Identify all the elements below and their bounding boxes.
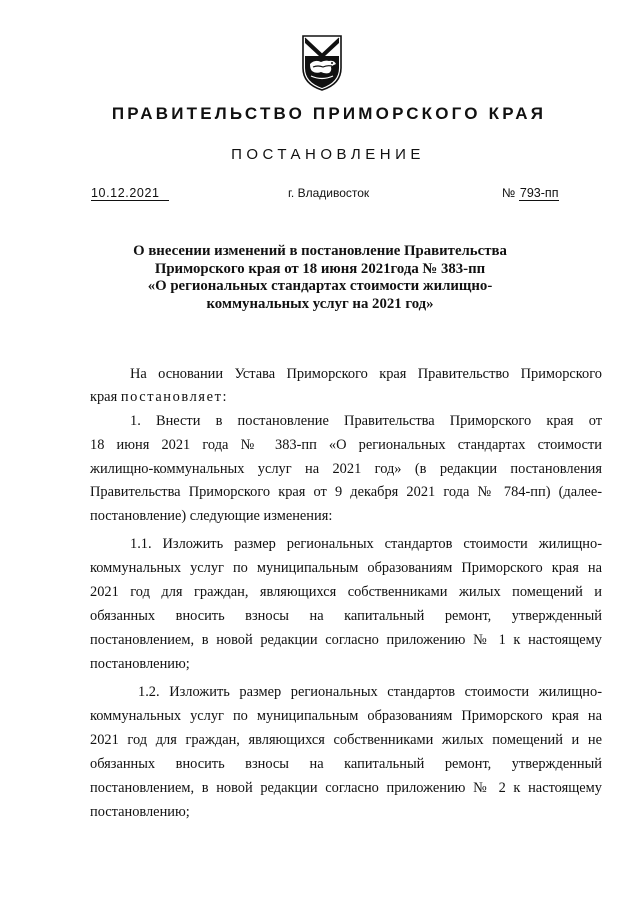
body-line: 2021 год для граждан, являющихся собственниками жилых помещений и xyxy=(90,584,602,600)
body-line: постановлением, в новой редакции согласно приложению № 2 к настоящему xyxy=(90,780,602,796)
body-line: постановление) следующие изменения: xyxy=(90,508,333,524)
coat-of-arms-emblem xyxy=(301,34,343,92)
document-number xyxy=(502,186,559,200)
body-line: постановлению; xyxy=(90,804,190,820)
body-text: : xyxy=(222,389,227,405)
government-title: ПРАВИТЕЛЬСТВО ПРИМОРСКОГО КРАЯ xyxy=(111,104,547,123)
body-line: постановлением, в новой редакции согласно приложению № 1 к настоящему xyxy=(90,632,602,648)
body-line: 1. Внести в постановление Правительства Приморского края от xyxy=(130,413,602,429)
document-type: ПОСТАНОВЛЕНИЕ xyxy=(231,146,425,163)
body-line: обязанных вносить взносы на капитальный ремонт, утвержденный xyxy=(90,608,602,624)
body-line: На основании Устава Приморского края Правительство Приморского xyxy=(130,366,602,382)
body-line: коммунальных услуг по муниципальным образованиям Приморского края на xyxy=(90,708,602,724)
document-heading xyxy=(80,243,560,313)
document-city: г. Владивосток xyxy=(288,186,370,200)
heading-line: «О региональных стандартах стоимости жилищно- xyxy=(147,278,493,294)
heading-line: О внесении изменений в постановление Правительства xyxy=(133,243,507,259)
body-line: Правительства Приморского края от 9 декабря 2021 года № 784-пп) (далее- xyxy=(90,484,602,500)
body-line: 2021 год для граждан, являющихся собственниками жилых помещений и не xyxy=(90,732,602,748)
body-line: коммунальных услуг по муниципальным образованиям Приморского края на xyxy=(90,560,602,576)
body-line: обязанных вносить взносы на капитальный ремонт, утвержденный xyxy=(90,756,602,772)
body-text: края xyxy=(90,389,118,405)
body-line: 1.2. Изложить размер региональных стандартов стоимости жилищно- xyxy=(138,684,602,700)
number-prefix: № xyxy=(502,186,516,200)
document-date: 10.12.2021 xyxy=(91,186,169,201)
body-line: 18 июня 2021 года № 383-пп «О региональных стандартах стоимости xyxy=(90,437,602,453)
body-text-spaced: постановляет xyxy=(120,389,223,405)
heading-line: Приморского края от 18 июня 2021года № 383-пп xyxy=(154,260,486,277)
body-line: постановлению; xyxy=(90,656,190,672)
number-value: 793-пп xyxy=(519,186,559,200)
body-line xyxy=(90,387,602,407)
heading-line: коммунальных услуг на 2021 год» xyxy=(206,295,434,312)
body-line: 1.1. Изложить размер региональных стандартов стоимости жилищно- xyxy=(130,536,602,552)
body-line: жилищно-коммунальных услуг на 2021 год» (в редакции постановления xyxy=(90,461,602,477)
